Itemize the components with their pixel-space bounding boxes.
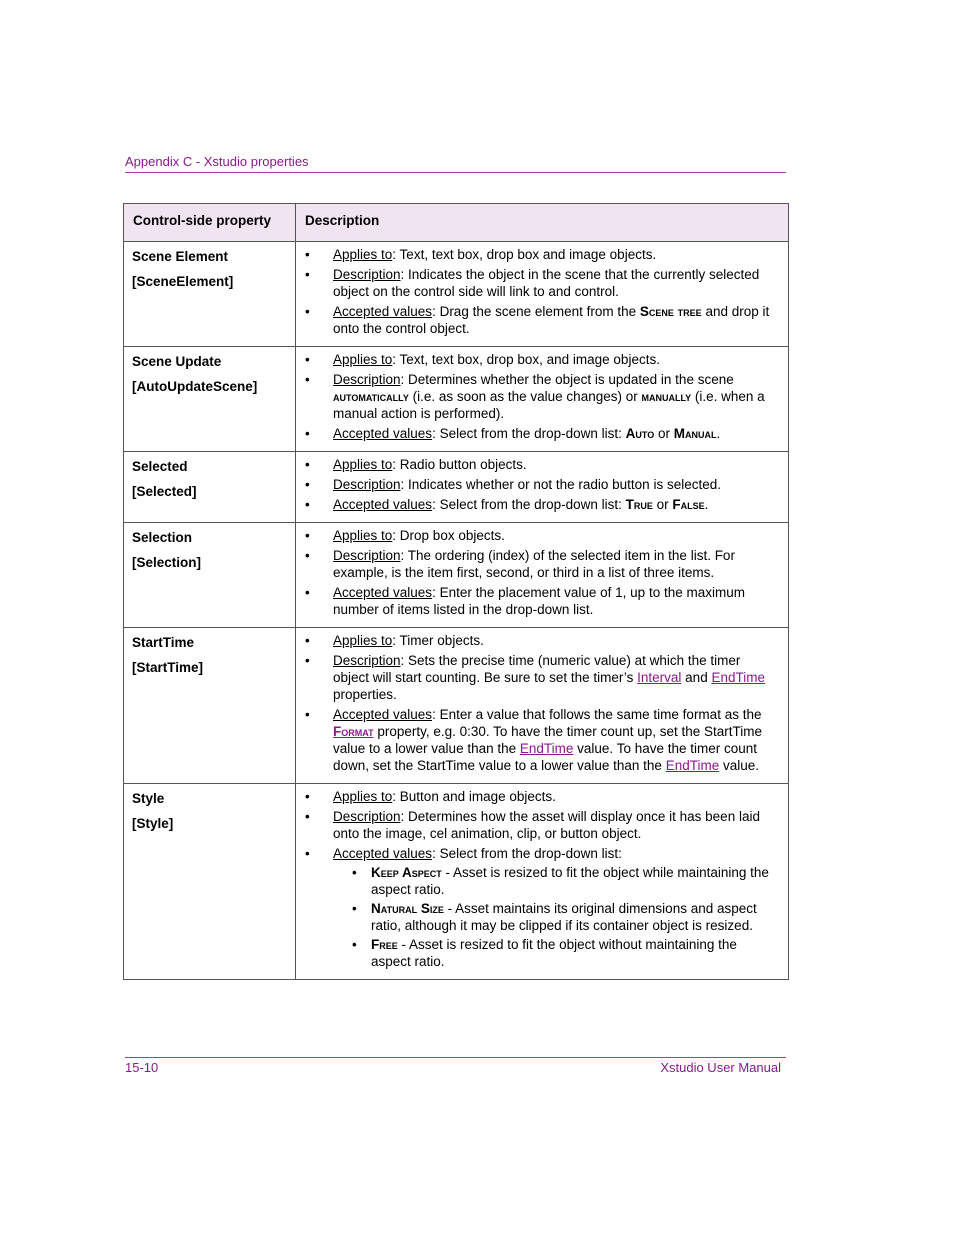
applies-to-link[interactable]: Applies to: [333, 352, 393, 367]
properties-table: [123, 203, 789, 980]
accepted-text: .: [716, 426, 721, 441]
bullet-list: [305, 246, 778, 337]
applies-to-link[interactable]: Applies to: [333, 528, 393, 543]
property-code: [Style]: [132, 816, 174, 831]
property-name: StartTime: [132, 635, 195, 650]
property-name: Selection: [132, 530, 193, 545]
description-text: : Indicates whether or not the radio button is selected.: [400, 477, 721, 492]
sub-bullet-list: [333, 864, 778, 970]
property-cell: [124, 628, 296, 784]
accepted-values-link[interactable]: Accepted values: [333, 585, 433, 600]
property-code: [AutoUpdateScene]: [132, 379, 258, 394]
list-item: [305, 371, 778, 422]
list-item: [305, 706, 778, 774]
list-item: [305, 303, 778, 337]
option-text: - Asset is resized to fit the object without maintaining the aspect ratio.: [371, 937, 737, 969]
option-term: Auto: [625, 426, 655, 441]
table-row: [124, 523, 789, 628]
description-cell: [296, 242, 789, 347]
description-cell: [296, 784, 789, 980]
description-link[interactable]: Description: [333, 548, 401, 563]
list-item: [305, 788, 778, 805]
list-item: [305, 808, 778, 842]
accepted-values-link[interactable]: Accepted values: [333, 426, 433, 441]
table-row: [124, 347, 789, 452]
property-code: [Selection]: [132, 555, 202, 570]
applies-text: : Text, text box, drop box and image objects.: [392, 247, 657, 262]
property-cell: [124, 784, 296, 980]
applies-to-link[interactable]: Applies to: [333, 789, 393, 804]
description-text: (i.e. when a manual action is performed).: [333, 389, 765, 421]
accepted-text: : Enter a value that follows the same time format as the: [432, 707, 762, 722]
accepted-text: or: [654, 426, 674, 441]
column-header-property: Control-side property: [124, 204, 296, 242]
list-item: [305, 632, 778, 649]
list-item: [333, 936, 778, 970]
header-rule: [125, 172, 786, 173]
endtime-link[interactable]: EndTime: [519, 741, 574, 756]
small-caps-term: Scene tree: [639, 304, 702, 319]
description-cell: [296, 628, 789, 784]
description-text: : Determines whether the object is updated in the scene: [400, 372, 734, 387]
table-row: [124, 452, 789, 523]
option-term: True: [625, 497, 653, 512]
description-link[interactable]: Description: [333, 372, 401, 387]
table-row: [124, 784, 789, 980]
property-name: Selected: [132, 459, 188, 474]
table-header-row: [124, 204, 789, 242]
bullet-list: [305, 456, 778, 513]
description-text: (i.e. as soon as the value changes) or: [408, 389, 642, 404]
accepted-values-link[interactable]: Accepted values: [333, 304, 433, 319]
property-code: [SceneElement]: [132, 274, 234, 289]
footer-rule: [125, 1057, 786, 1058]
list-item: [305, 652, 778, 703]
list-item: [305, 584, 778, 618]
description-text: : Sets the precise time (numeric value) at which the timer object will start counting. Be sure to set the timer’s: [333, 653, 741, 685]
list-item: [305, 351, 778, 368]
applies-text: : Radio button objects.: [392, 457, 527, 472]
description-text: properties.: [333, 687, 397, 702]
list-item: [305, 845, 778, 970]
property-name: Scene Update: [132, 354, 222, 369]
property-cell: [124, 242, 296, 347]
applies-text: : Drop box objects.: [392, 528, 505, 543]
list-item: [305, 476, 778, 493]
description-link[interactable]: Description: [333, 809, 401, 824]
description-text: and: [681, 670, 712, 685]
accepted-text: : Select from the drop-down list:: [432, 426, 626, 441]
page-number: 15-10: [125, 1060, 159, 1075]
bullet-list: [305, 632, 778, 774]
applies-text: : Timer objects.: [392, 633, 484, 648]
description-link[interactable]: Description: [333, 477, 401, 492]
property-cell: [124, 347, 296, 452]
accepted-values-link[interactable]: Accepted values: [333, 846, 433, 861]
accepted-text: property, e.g. 0:30. To have the timer count up, set the StartTime value to a lower value than the: [333, 724, 763, 756]
accepted-values-link[interactable]: Accepted values: [333, 707, 433, 722]
list-item: [305, 246, 778, 263]
table-row: [124, 628, 789, 784]
accepted-text: and drop it onto the control object.: [333, 304, 770, 336]
option-term: False: [672, 497, 705, 512]
description-text: : The ordering (index) of the selected item in the list. For example, is the item first, second, or third in a list of three items.: [333, 548, 735, 580]
list-item: [333, 864, 778, 898]
description-link[interactable]: Description: [333, 653, 401, 668]
applies-text: : Text, text box, drop box, and image objects.: [392, 352, 660, 367]
list-item: [305, 266, 778, 300]
option-text: - Asset is resized to fit the object while maintaining the aspect ratio.: [371, 865, 769, 897]
bullet-list: [305, 788, 778, 970]
option-term: Keep Aspect: [371, 865, 442, 880]
accepted-text: .: [704, 497, 709, 512]
property-cell: [124, 452, 296, 523]
interval-link[interactable]: Interval: [637, 670, 682, 685]
property-name: Style: [132, 791, 165, 806]
option-term: Manual: [673, 426, 717, 441]
option-term: Natural Size: [371, 901, 444, 916]
description-text: : Determines how the asset will display once it has been laid onto the image, cel animation, clip, or button object.: [333, 809, 760, 841]
list-item: [305, 496, 778, 513]
running-head: Appendix C - Xstudio properties: [125, 154, 309, 169]
list-item: [333, 900, 778, 934]
endtime-link[interactable]: EndTime: [665, 758, 720, 773]
list-item: [305, 527, 778, 544]
manual-title: Xstudio User Manual: [660, 1060, 781, 1075]
list-item: [305, 547, 778, 581]
option-term: Free: [371, 937, 398, 952]
property-code: [Selected]: [132, 484, 197, 499]
applies-to-link[interactable]: Applies to: [333, 457, 393, 472]
accepted-text: : Drag the scene element from the: [432, 304, 640, 319]
bullet-list: [305, 527, 778, 618]
list-item: [305, 456, 778, 473]
applies-to-link[interactable]: Applies to: [333, 633, 393, 648]
accepted-text: : Enter the placement value of 1, up to the maximum number of items listed in the drop-down list.: [333, 585, 745, 617]
description-link[interactable]: Description: [333, 267, 401, 282]
property-name: Scene Element: [132, 249, 229, 264]
property-code: [StartTime]: [132, 660, 204, 675]
option-text: - Asset maintains its original dimensions and aspect ratio, although it may be clipped if its container object is resized.: [371, 901, 757, 933]
accepted-text: : Select from the drop-down list:: [432, 846, 622, 861]
column-header-description: Description: [296, 204, 789, 242]
description-text: : Indicates the object in the scene that the currently selected object on the control side will link to and control.: [333, 267, 760, 299]
small-caps-term: automatically: [333, 389, 409, 404]
table-row: [124, 242, 789, 347]
description-cell: [296, 347, 789, 452]
accepted-values-link[interactable]: Accepted values: [333, 497, 433, 512]
accepted-text: value.: [719, 758, 759, 773]
description-cell: [296, 523, 789, 628]
applies-text: : Button and image objects.: [392, 789, 556, 804]
property-cell: [124, 523, 296, 628]
list-item: [305, 425, 778, 442]
description-cell: [296, 452, 789, 523]
small-caps-term: manually: [641, 389, 692, 404]
accepted-text: value. To have the timer count down, set the StartTime value to a lower value than the: [333, 741, 758, 773]
accepted-text: or: [652, 497, 673, 512]
bullet-list: [305, 351, 778, 442]
endtime-link[interactable]: EndTime: [711, 670, 765, 685]
accepted-text: : Select from the drop-down list:: [432, 497, 626, 512]
applies-to-link[interactable]: Applies to: [333, 247, 393, 262]
format-link[interactable]: Format: [333, 724, 374, 739]
